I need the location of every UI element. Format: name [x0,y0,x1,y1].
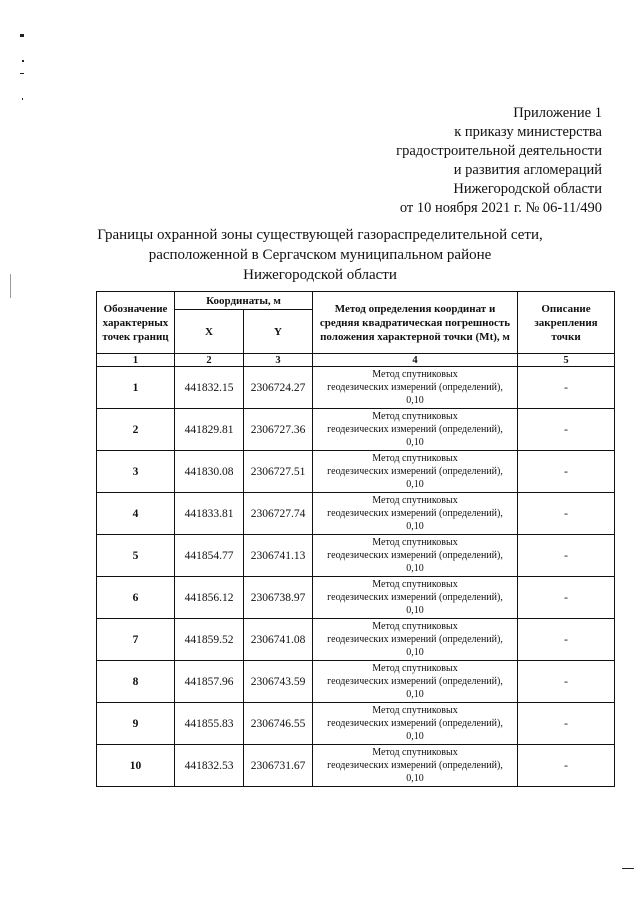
scan-mark [22,60,24,62]
method-name: Метод спутниковых [372,537,458,548]
method-detail: геодезических измерений (определений), [327,382,503,393]
column-number: 3 [244,354,313,367]
title-line: расположенной в Сергачском муниципальном районе [148,247,492,263]
method-cell [313,703,518,745]
method-name: Метод спутниковых [372,369,458,380]
scan-mark [22,98,23,100]
coord-y: 2306727.74 [244,493,313,535]
method-accuracy: 0,10 [406,773,424,784]
coord-y: 2306741.08 [244,619,313,661]
appendix-line: Нижегородской области [453,181,602,197]
coord-x: 441854.77 [175,535,244,577]
description-cell: - [518,661,615,703]
column-number: 1 [97,354,175,367]
description-cell: - [518,619,615,661]
method-cell [313,535,518,577]
point-number: 2 [97,409,175,451]
method-detail: геодезических измерений (определений), [327,466,503,477]
point-number: 4 [97,493,175,535]
table-row [97,745,615,787]
method-detail: геодезических измерений (определений), [327,508,503,519]
method-cell [313,367,518,409]
table-row [97,577,615,619]
method-cell [313,745,518,787]
appendix-line: и развития агломераций [453,162,602,178]
title-line: Нижегородской области [243,267,397,283]
coord-y: 2306746.55 [244,703,313,745]
description-cell: - [518,577,615,619]
coord-y: 2306727.51 [244,451,313,493]
method-detail: геодезических измерений (определений), [327,634,503,645]
column-number: 4 [313,354,518,367]
method-detail: геодезических измерений (определений), [327,760,503,771]
coord-x: 441830.08 [175,451,244,493]
coord-y: 2306731.67 [244,745,313,787]
description-cell: - [518,367,615,409]
method-accuracy: 0,10 [406,605,424,616]
header-designation: Обозначение характерных точек границ [97,292,175,354]
description-cell: - [518,451,615,493]
point-number: 1 [97,367,175,409]
point-number: 6 [97,577,175,619]
point-number: 8 [97,661,175,703]
method-name: Метод спутниковых [372,621,458,632]
method-detail: геодезических измерений (определений), [327,592,503,603]
scan-mark [20,73,24,74]
header-method: Метод определения координат и средняя квадратическая погрешность положения характерной точки (Mt), м [313,292,518,354]
table-row [97,493,615,535]
coord-x: 441829.81 [175,409,244,451]
method-detail: геодезических измерений (определений), [327,424,503,435]
method-cell [313,661,518,703]
header-description: Описание закрепления точки [518,292,615,354]
header-y: Y [244,310,313,354]
table-row [97,661,615,703]
table-row [97,535,615,577]
title-line: Границы охранной зоны существующей газораспределительной сети, [97,227,543,243]
appendix-line: градостроительной деятельности [396,143,602,159]
point-number: 7 [97,619,175,661]
table-row [97,619,615,661]
method-name: Метод спутниковых [372,747,458,758]
appendix-line: к приказу министерства [454,124,602,140]
point-number: 3 [97,451,175,493]
method-accuracy: 0,10 [406,689,424,700]
coord-y: 2306741.13 [244,535,313,577]
description-cell: - [518,745,615,787]
method-cell [313,493,518,535]
table-row [97,409,615,451]
point-number: 10 [97,745,175,787]
appendix-header [396,104,602,218]
header-coordinates: Координаты, м [175,292,313,310]
coord-y: 2306738.97 [244,577,313,619]
method-detail: геодезических измерений (определений), [327,718,503,729]
method-name: Метод спутниковых [372,495,458,506]
method-accuracy: 0,10 [406,521,424,532]
table-row [97,703,615,745]
coord-x: 441833.81 [175,493,244,535]
method-name: Метод спутниковых [372,705,458,716]
coord-x: 441857.96 [175,661,244,703]
coord-x: 441855.83 [175,703,244,745]
table-row [97,367,615,409]
column-number: 5 [518,354,615,367]
method-accuracy: 0,10 [406,395,424,406]
coord-y: 2306743.59 [244,661,313,703]
coord-x: 441832.15 [175,367,244,409]
method-accuracy: 0,10 [406,731,424,742]
method-detail: геодезических измерений (определений), [327,676,503,687]
method-accuracy: 0,10 [406,437,424,448]
method-detail: геодезических измерений (определений), [327,550,503,561]
method-cell [313,577,518,619]
description-cell: - [518,409,615,451]
method-name: Метод спутниковых [372,663,458,674]
description-cell: - [518,535,615,577]
coord-x: 441832.53 [175,745,244,787]
method-accuracy: 0,10 [406,563,424,574]
method-accuracy: 0,10 [406,647,424,658]
appendix-line: от 10 ноября 2021 г. № 06-11/490 [399,200,602,216]
document-title [0,225,640,285]
point-number: 5 [97,535,175,577]
table-row [97,451,615,493]
appendix-line: Приложение 1 [513,105,602,121]
description-cell: - [518,493,615,535]
method-accuracy: 0,10 [406,479,424,490]
coordinates-table [96,291,615,787]
method-name: Метод спутниковых [372,579,458,590]
coord-y: 2306727.36 [244,409,313,451]
method-name: Метод спутниковых [372,453,458,464]
point-number: 9 [97,703,175,745]
method-cell [313,619,518,661]
coord-x: 441856.12 [175,577,244,619]
method-cell [313,409,518,451]
scan-mark [622,868,634,869]
method-name: Метод спутниковых [372,411,458,422]
method-cell [313,451,518,493]
scan-mark [20,34,24,37]
column-number: 2 [175,354,244,367]
coord-x: 441859.52 [175,619,244,661]
header-x: X [175,310,244,354]
coord-y: 2306724.27 [244,367,313,409]
description-cell: - [518,703,615,745]
